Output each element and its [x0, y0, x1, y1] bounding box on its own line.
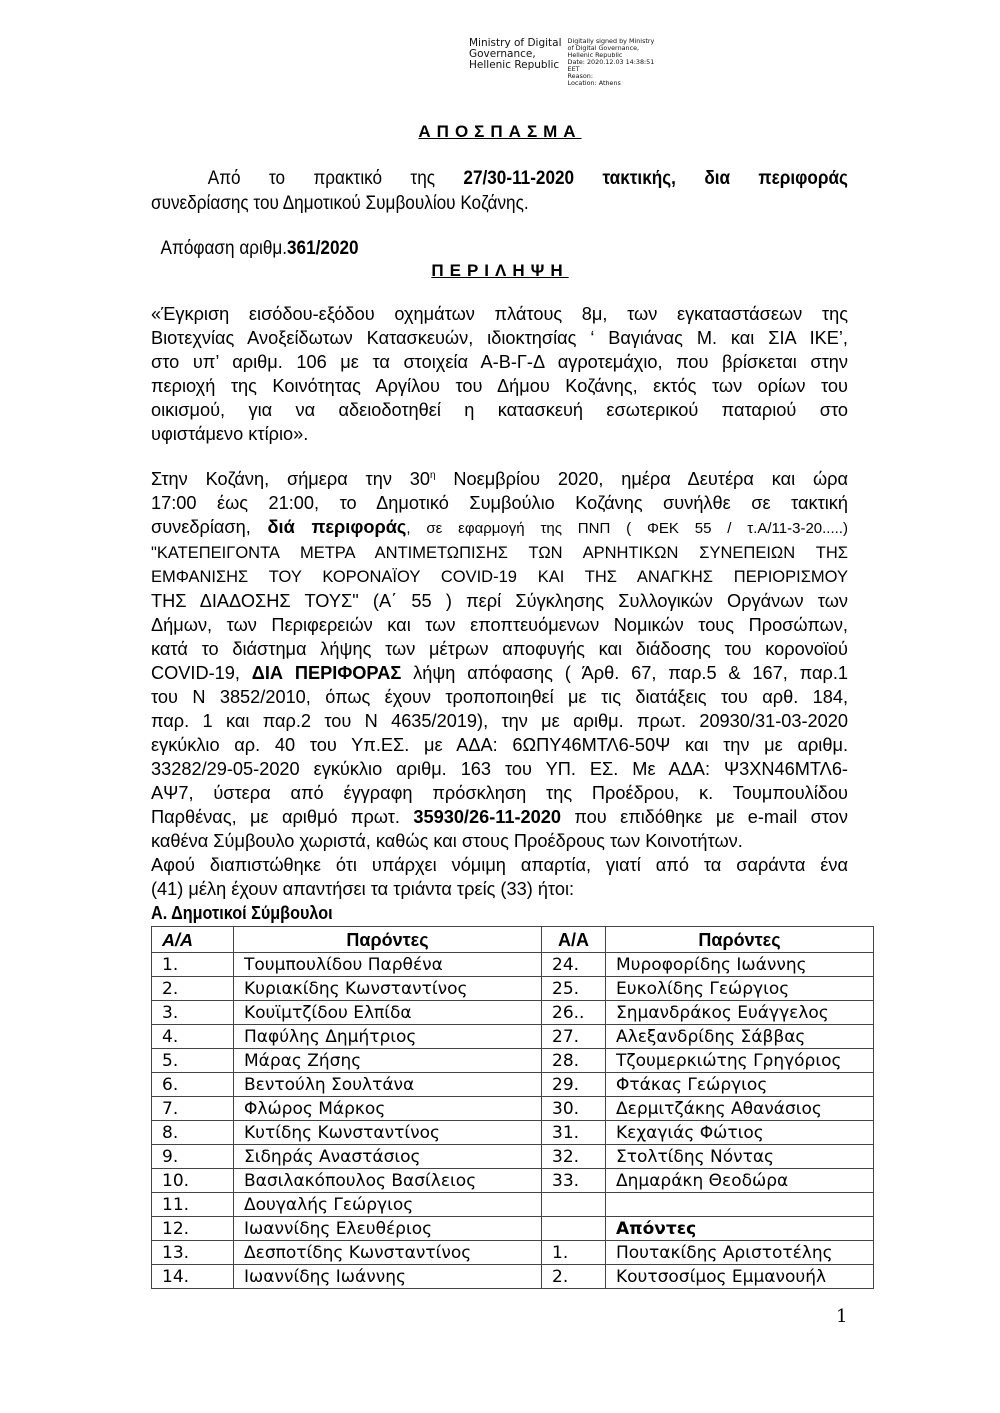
body-text: Παρθένας, με αριθμό πρωτ. — [151, 807, 414, 828]
cell-index: 3. — [152, 1001, 234, 1025]
cell-index — [542, 1193, 606, 1217]
table-row — [152, 1145, 874, 1169]
cell-index: 7. — [152, 1097, 234, 1121]
cell-name: Ιωαννίδης Ελευθέριος — [234, 1217, 542, 1241]
body-line: ΑΨ7, ύστερα από έγγραφη πρόσκληση της Προέδρου, κ. Τουμπουλίδου — [151, 783, 848, 804]
cell-index: 27. — [542, 1025, 606, 1049]
cell-name: Μάρας Ζήσης — [234, 1049, 542, 1073]
cell-name — [606, 1193, 874, 1217]
cell-index: 6. — [152, 1073, 234, 1097]
cell-index: 31. — [542, 1121, 606, 1145]
body-line: "ΚΑΤΕΠΕΙΓΟΝΤΑ ΜΕΤΡΑ ΑΝΤΙΜΕΤΩΠΙΣΗΣ ΤΩΝ ΑΡΝΗΤΙΚΩΝ ΣΥΝΕΠΕΙΩΝ ΤΗΣ — [151, 544, 848, 563]
table-row — [152, 977, 874, 1001]
body-text: Στην Κοζάνη, σήμερα την 30 — [151, 469, 430, 490]
body-line: 17:00 έως 21:00, το Δημοτικό Συμβούλιο Κοζάνης συνήλθε σε τακτική — [151, 493, 848, 514]
summary-line: στο υπ’ αριθμ. 106 με τα στοιχεία Α-Β-Γ-Δ αγροτεμάχιο, που βρίσκεται στην — [151, 352, 848, 372]
cell-index: 30. — [542, 1097, 606, 1121]
header-present-2: Παρόντες — [606, 927, 874, 953]
cell-index: 33. — [542, 1169, 606, 1193]
table-row — [152, 1265, 874, 1289]
cell-index — [542, 1217, 606, 1241]
table-row — [152, 1193, 874, 1217]
cell-index: 10. — [152, 1169, 234, 1193]
signature-detail-line: of Digital Governance, — [567, 44, 640, 52]
body-bold-text: ΔΙΑ ΠΕΡΙΦΟΡΑΣ — [251, 663, 402, 684]
cell-name: Δεσποτίδης Κωνσταντίνος — [234, 1241, 542, 1265]
cell-name: Σημανδράκος Ευάγγελος — [606, 1001, 874, 1025]
summary-line: «Έγκριση εισόδου-εξόδου οχημάτων πλάτους 8μ, των εγκαταστάσεων της — [151, 304, 848, 324]
summary-title: ΠΕΡΙΛΗΨΗ — [431, 261, 569, 280]
body-line: του Ν 3852/2010, όπως έχουν τροποποιηθεί με τις διατάξεις του αρθ. 184, — [151, 687, 848, 708]
body-line — [151, 464, 848, 491]
cell-index: 2. — [542, 1265, 606, 1289]
cell-name: Κεχαγιάς Φώτιος — [606, 1121, 874, 1145]
summary-line: Βιοτεχνίας Ανοξείδωτων Κατασκευών, ιδιοκτησίας ‘ Βαγιάνας Μ. και ΣΙΑ ΙΚΕ’, — [151, 328, 848, 348]
table-row — [152, 1049, 874, 1073]
table-row — [152, 1121, 874, 1145]
header-aa-2: Α/Α — [542, 927, 606, 953]
cell-index: 14. — [152, 1265, 234, 1289]
cell-name: Σιδηράς Αναστάσιος — [234, 1145, 542, 1169]
signature-date: Date: 2020.12.03 14:38:51 — [567, 58, 655, 66]
intro-line-2: συνεδρίασης του Δημοτικού Συμβουλίου Κοζάνης. — [151, 192, 529, 214]
summary-paragraph — [151, 302, 848, 446]
cell-index: 12. — [152, 1217, 234, 1241]
table-row — [152, 1097, 874, 1121]
body-line: 33282/29-05-2020 εγκύκλιο αριθμ. 163 του ΥΠ. ΕΣ. Με ΑΔΑ: Ψ3ΧΝ46ΜΤΛ6- — [151, 759, 848, 780]
body-line: Αφού διαπιστώθηκε ότι υπάρχει νόμιμη απαρτία, γιατί από τα σαράντα ένα — [151, 855, 848, 876]
signature-details — [568, 38, 655, 87]
cell-index: 4. — [152, 1025, 234, 1049]
cell-name: Πουτακίδης Αριστοτέλης — [606, 1241, 874, 1265]
signer-line: Governance, — [469, 48, 536, 60]
cell-name: Κουϊμτζίδου Ελπίδα — [234, 1001, 542, 1025]
decision-line — [151, 236, 848, 260]
intro-word: της — [410, 167, 436, 189]
cell-name: Στολτίδης Νόντας — [606, 1145, 874, 1169]
signature-detail-line: Digitally signed by Ministry — [567, 37, 655, 45]
cell-name: Μυροφορίδης Ιωάννης — [606, 953, 874, 977]
signer-name — [469, 38, 562, 87]
body-text: COVID-19, — [151, 663, 252, 684]
cell-name: Παφύλης Δημήτριος — [234, 1025, 542, 1049]
body-line — [151, 515, 848, 541]
cell-index: 25. — [542, 977, 606, 1001]
cell-name: Κυριακίδης Κωνσταντίνος — [234, 977, 542, 1001]
summary-line: υφιστάμενο κτίριο». — [151, 424, 309, 444]
table-row — [152, 1169, 874, 1193]
body-paragraph — [151, 464, 848, 901]
body-text: , σε εφαρμογή της ΠΝΠ ( ΦΕΚ 55 / τ.Α/11-3-20.....) — [406, 520, 848, 538]
cell-name: Δουγαλής Γεώργιος — [234, 1193, 542, 1217]
table-row — [152, 1217, 874, 1241]
table-row — [152, 1001, 874, 1025]
ordinal-suffix: η — [429, 470, 436, 481]
intro-word: Από — [207, 167, 241, 189]
absent-heading: Απόντες — [606, 1217, 874, 1241]
summary-line: περιοχή της Κοινότητας Αργίλου του Δήμου Κοζάνης, εκτός των ορίων του — [151, 376, 848, 396]
body-line: (41) μέλη έχουν απαντήσει τα τριάντα τρείς (33) ήτοι: — [151, 879, 575, 900]
cell-name: Βεντούλη Σουλτάνα — [234, 1073, 542, 1097]
cell-index: 11. — [152, 1193, 234, 1217]
protocol-number: 35930/26-11-2020 — [413, 807, 562, 828]
table-row — [152, 953, 874, 977]
cell-index: 26.. — [542, 1001, 606, 1025]
body-text: λήψη απόφασης ( Άρθ. 67, παρ.5 & 167, παρ.1 — [401, 663, 848, 684]
body-line: παρ. 1 και παρ.2 του Ν 4635/2019), την με αριθμ. πρωτ. 20930/31-03-2020 — [151, 711, 848, 732]
cell-index: 5. — [152, 1049, 234, 1073]
cell-name: Αλεξανδρίδης Σάββας — [606, 1025, 874, 1049]
signer-line: Ministry of Digital — [469, 37, 562, 49]
body-bold-text: διά περιφοράς — [267, 517, 407, 538]
intro-word: το — [268, 167, 286, 189]
body-line: ΤΗΣ ΔΙΑΔΟΣΗΣ ΤΟΥΣ" (Α΄ 55 ) περί Σύγκλησης Συλλογικών Οργάνων των — [151, 591, 848, 612]
body-line: κατά το διάστημα λήψης των μέτρων αποφυγής και διάδοσης του κορονοϊού — [151, 639, 848, 660]
summary-line: οικισμού, για να αδειοδοτηθεί η κατασκευή εσωτερικού παταριού στο — [151, 400, 848, 420]
cell-name: Φτάκας Γεώργιος — [606, 1073, 874, 1097]
section-title: Α. Δημοτικοί Σύμβουλοι — [151, 903, 333, 923]
body-text: συνεδρίαση, — [151, 517, 268, 538]
body-line — [151, 805, 848, 829]
cell-name: Τουμπουλίδου Παρθένα — [234, 953, 542, 977]
cell-index: 8. — [152, 1121, 234, 1145]
body-line: καθένα Σύμβουλο χωριστά, καθώς και στους Προέδρους των Κοινοτήτων. — [151, 831, 743, 852]
cell-name: Κυτίδης Κωνσταντίνος — [234, 1121, 542, 1145]
intro-paragraph — [151, 166, 848, 216]
body-line: εγκύκλιο αρ. 40 του Υπ.ΕΣ. με ΑΔΑ: 6ΩΠΥ46ΜΤΛ6-50Ψ και την με αριθμ. — [151, 735, 848, 756]
meeting-reference: 27/30-11-2020 τακτικής, δια περιφοράς — [463, 167, 848, 189]
cell-name: Βασιλακόπουλος Βασίλειος — [234, 1169, 542, 1193]
cell-index: 28. — [542, 1049, 606, 1073]
cell-index: 29. — [542, 1073, 606, 1097]
signature-detail-line: EET — [567, 65, 580, 73]
intro-word: πρακτικό — [313, 167, 383, 189]
page-number: 1 — [836, 1306, 848, 1327]
cell-index: 9. — [152, 1145, 234, 1169]
cell-index: 13. — [152, 1241, 234, 1265]
signer-line: Hellenic Republic — [469, 59, 560, 71]
body-line: Δήμων, των Περιφερειών και των εποπτευόμενων Νομικών τους Προσώπων, — [151, 615, 848, 636]
body-text: που επιδόθηκε με e-mail στον — [561, 807, 849, 828]
council-members-table — [151, 926, 874, 1289]
cell-index: 24. — [542, 953, 606, 977]
table-header-row — [152, 927, 874, 953]
header-aa-1: Α/Α — [152, 927, 234, 953]
digital-signature — [469, 38, 654, 87]
signature-location: Location: Athens — [567, 79, 621, 87]
cell-name: Φλώρος Μάρκος — [234, 1097, 542, 1121]
body-line — [151, 661, 848, 685]
cell-index: 1. — [542, 1241, 606, 1265]
cell-name: Τζουμερκιώτης Γρηγόριος — [606, 1049, 874, 1073]
cell-name: Κουτσοσίμος Εμμανουήλ — [606, 1265, 874, 1289]
table-row — [152, 1241, 874, 1265]
signature-detail-line: Hellenic Republic — [567, 51, 623, 59]
cell-index: 1. — [152, 953, 234, 977]
decision-number: 361/2020 — [287, 237, 359, 259]
table-row — [152, 1025, 874, 1049]
cell-index: 32. — [542, 1145, 606, 1169]
table-row — [152, 1073, 874, 1097]
body-line: ΕΜΦΑΝΙΣΗΣ ΤΟΥ ΚΟΡΟΝΑΪΟΥ COVID-19 ΚΑΙ ΤΗΣ ΑΝΑΓΚΗΣ ΠΕΡΙΟΡΙΣΜΟΥ — [151, 568, 848, 587]
cell-index: 2. — [152, 977, 234, 1001]
cell-name: Ιωαννίδης Ιωάννης — [234, 1265, 542, 1289]
decision-label: Απόφαση αριθμ. — [160, 237, 288, 259]
header-present-1: Παρόντες — [234, 927, 542, 953]
cell-name: Δερμιτζάκης Αθανάσιος — [606, 1097, 874, 1121]
cell-name: Ευκολίδης Γεώργιος — [606, 977, 874, 1001]
decision-text — [151, 236, 848, 260]
signature-reason: Reason: — [567, 72, 593, 80]
cell-name: Δημαράκη Θεοδώρα — [606, 1169, 874, 1193]
document-title: ΑΠΟΣΠΑΣΜΑ — [418, 122, 582, 141]
intro-line-1 — [151, 166, 848, 191]
body-text: Νοεμβρίου 2020, ημέρα Δευτέρα και ώρα — [435, 469, 848, 490]
